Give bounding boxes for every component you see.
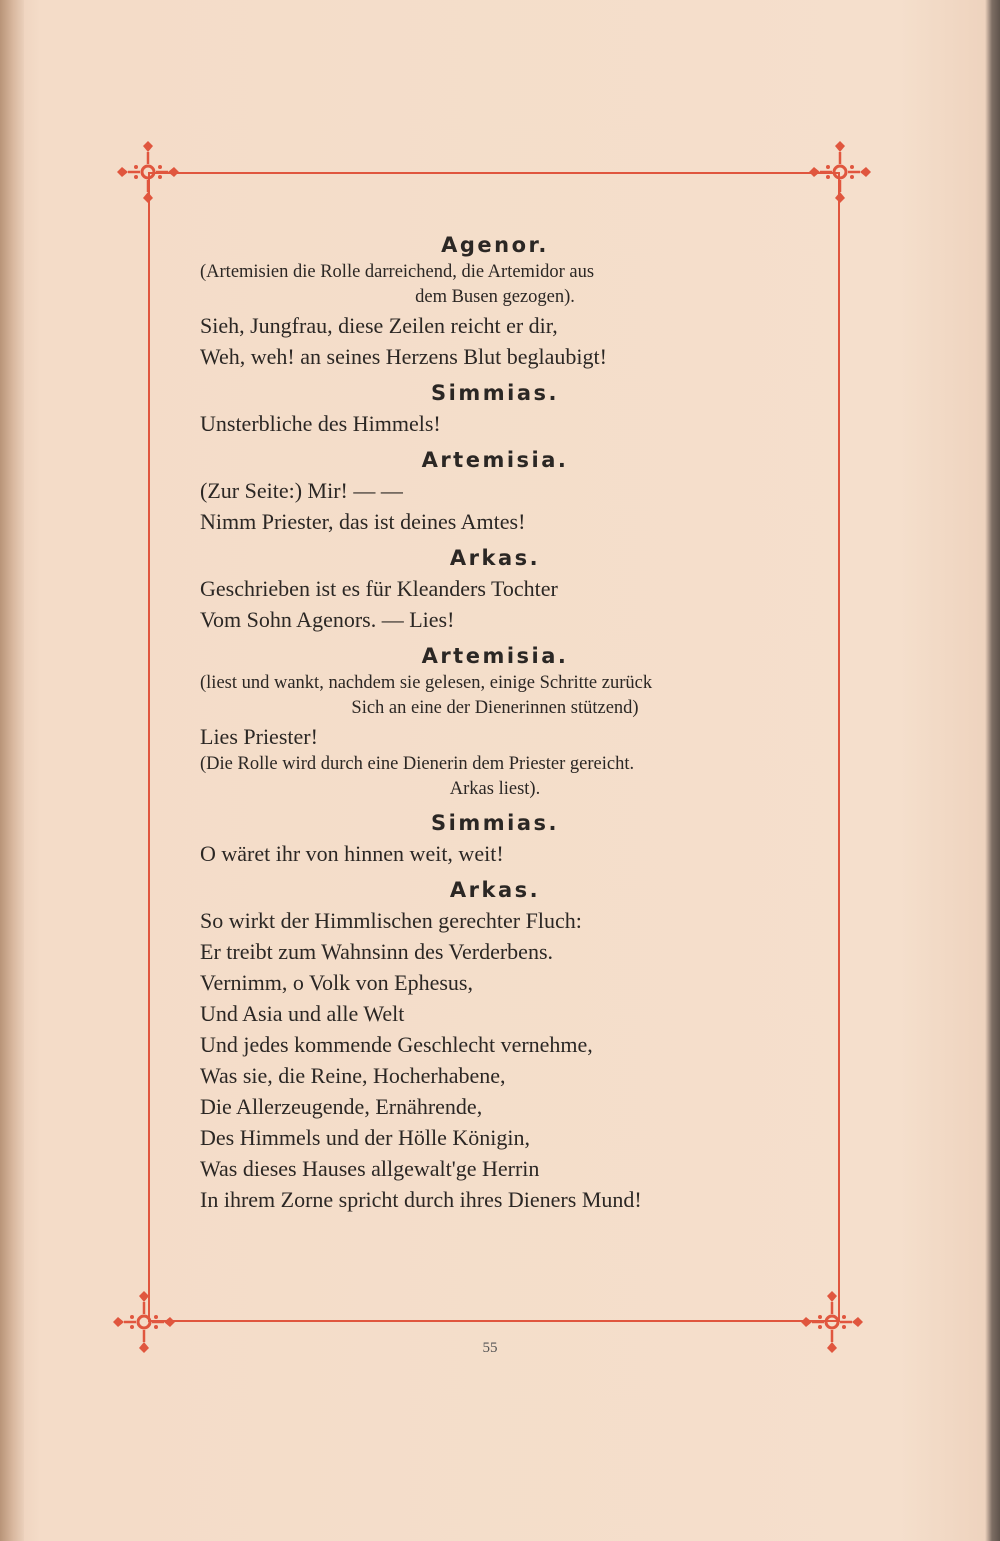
speaker-name: Artemisia. (421, 448, 569, 472)
page-number: 55 (482, 1340, 498, 1356)
verse-line: Die Allerzeugende, Ernährende, (200, 1094, 483, 1119)
speaker-name: Arkas. (449, 878, 541, 902)
speaker-name: Simmias. (431, 811, 559, 835)
stage-direction: dem Busen gezogen). (415, 287, 575, 307)
stage-direction: (liest und wankt, nachdem sie gelesen, einige Schritte zurück (200, 673, 653, 693)
verse-line: Vernimm, o Volk von Ephesus, (200, 970, 473, 995)
corner-ornament-icon (800, 132, 880, 212)
corner-ornament-icon (108, 132, 188, 212)
verse-line: Und jedes kommende Geschlecht vernehme, (200, 1032, 593, 1057)
verse-line: Geschrieben ist es für Kleanders Tochter (200, 576, 558, 601)
corner-ornament-icon (792, 1282, 872, 1362)
verse-line: Was dieses Hauses allgewalt'ge Herrin (200, 1156, 540, 1181)
speaker-name: Simmias. (431, 381, 559, 405)
verse-line: Lies Priester! (200, 724, 318, 749)
corner-ornament-icon (104, 1282, 184, 1362)
verse-line: Er treibt zum Wahnsinn des Verderbens. (200, 939, 553, 964)
speaker-name: Agenor. (441, 233, 549, 257)
stage-direction: (Die Rolle wird durch eine Dienerin dem Priester gereicht. (200, 754, 635, 774)
play-text (200, 230, 790, 1215)
book-spine-shadow (0, 0, 24, 1541)
verse-line: Und Asia und alle Welt (200, 1001, 405, 1026)
verse-line: Nimm Priester, das ist deines Amtes! (200, 509, 526, 534)
speaker-name: Artemisia. (421, 644, 569, 668)
verse-line: Was sie, die Reine, Hocherhabene, (200, 1063, 506, 1088)
stage-direction: Arkas liest). (449, 779, 541, 799)
verse-line: Weh, weh! an seines Herzens Blut beglaubigt! (200, 344, 607, 369)
stage-direction: Sich an eine der Dienerinnen stützend) (351, 698, 639, 718)
speaker-name: Arkas. (449, 546, 541, 570)
verse-line: O wäret ihr von hinnen weit, weit! (200, 841, 504, 866)
verse-line: Unsterbliche des Himmels! (200, 411, 441, 436)
verse-line: Sieh, Jungfrau, diese Zeilen reicht er dir, (200, 313, 558, 338)
verse-line: Vom Sohn Agenors. — Lies! (200, 607, 455, 632)
verse-line: So wirkt der Himmlischen gerechter Fluch: (200, 908, 582, 933)
stage-direction: (Artemisien die Rolle darreichend, die Artemidor aus (200, 262, 595, 282)
verse-line: (Zur Seite:) Mir! — — (200, 478, 403, 503)
verse-line: In ihrem Zorne spricht durch ihres Dieners Mund! (200, 1187, 642, 1212)
verse-line: Des Himmels und der Hölle Königin, (200, 1125, 530, 1150)
